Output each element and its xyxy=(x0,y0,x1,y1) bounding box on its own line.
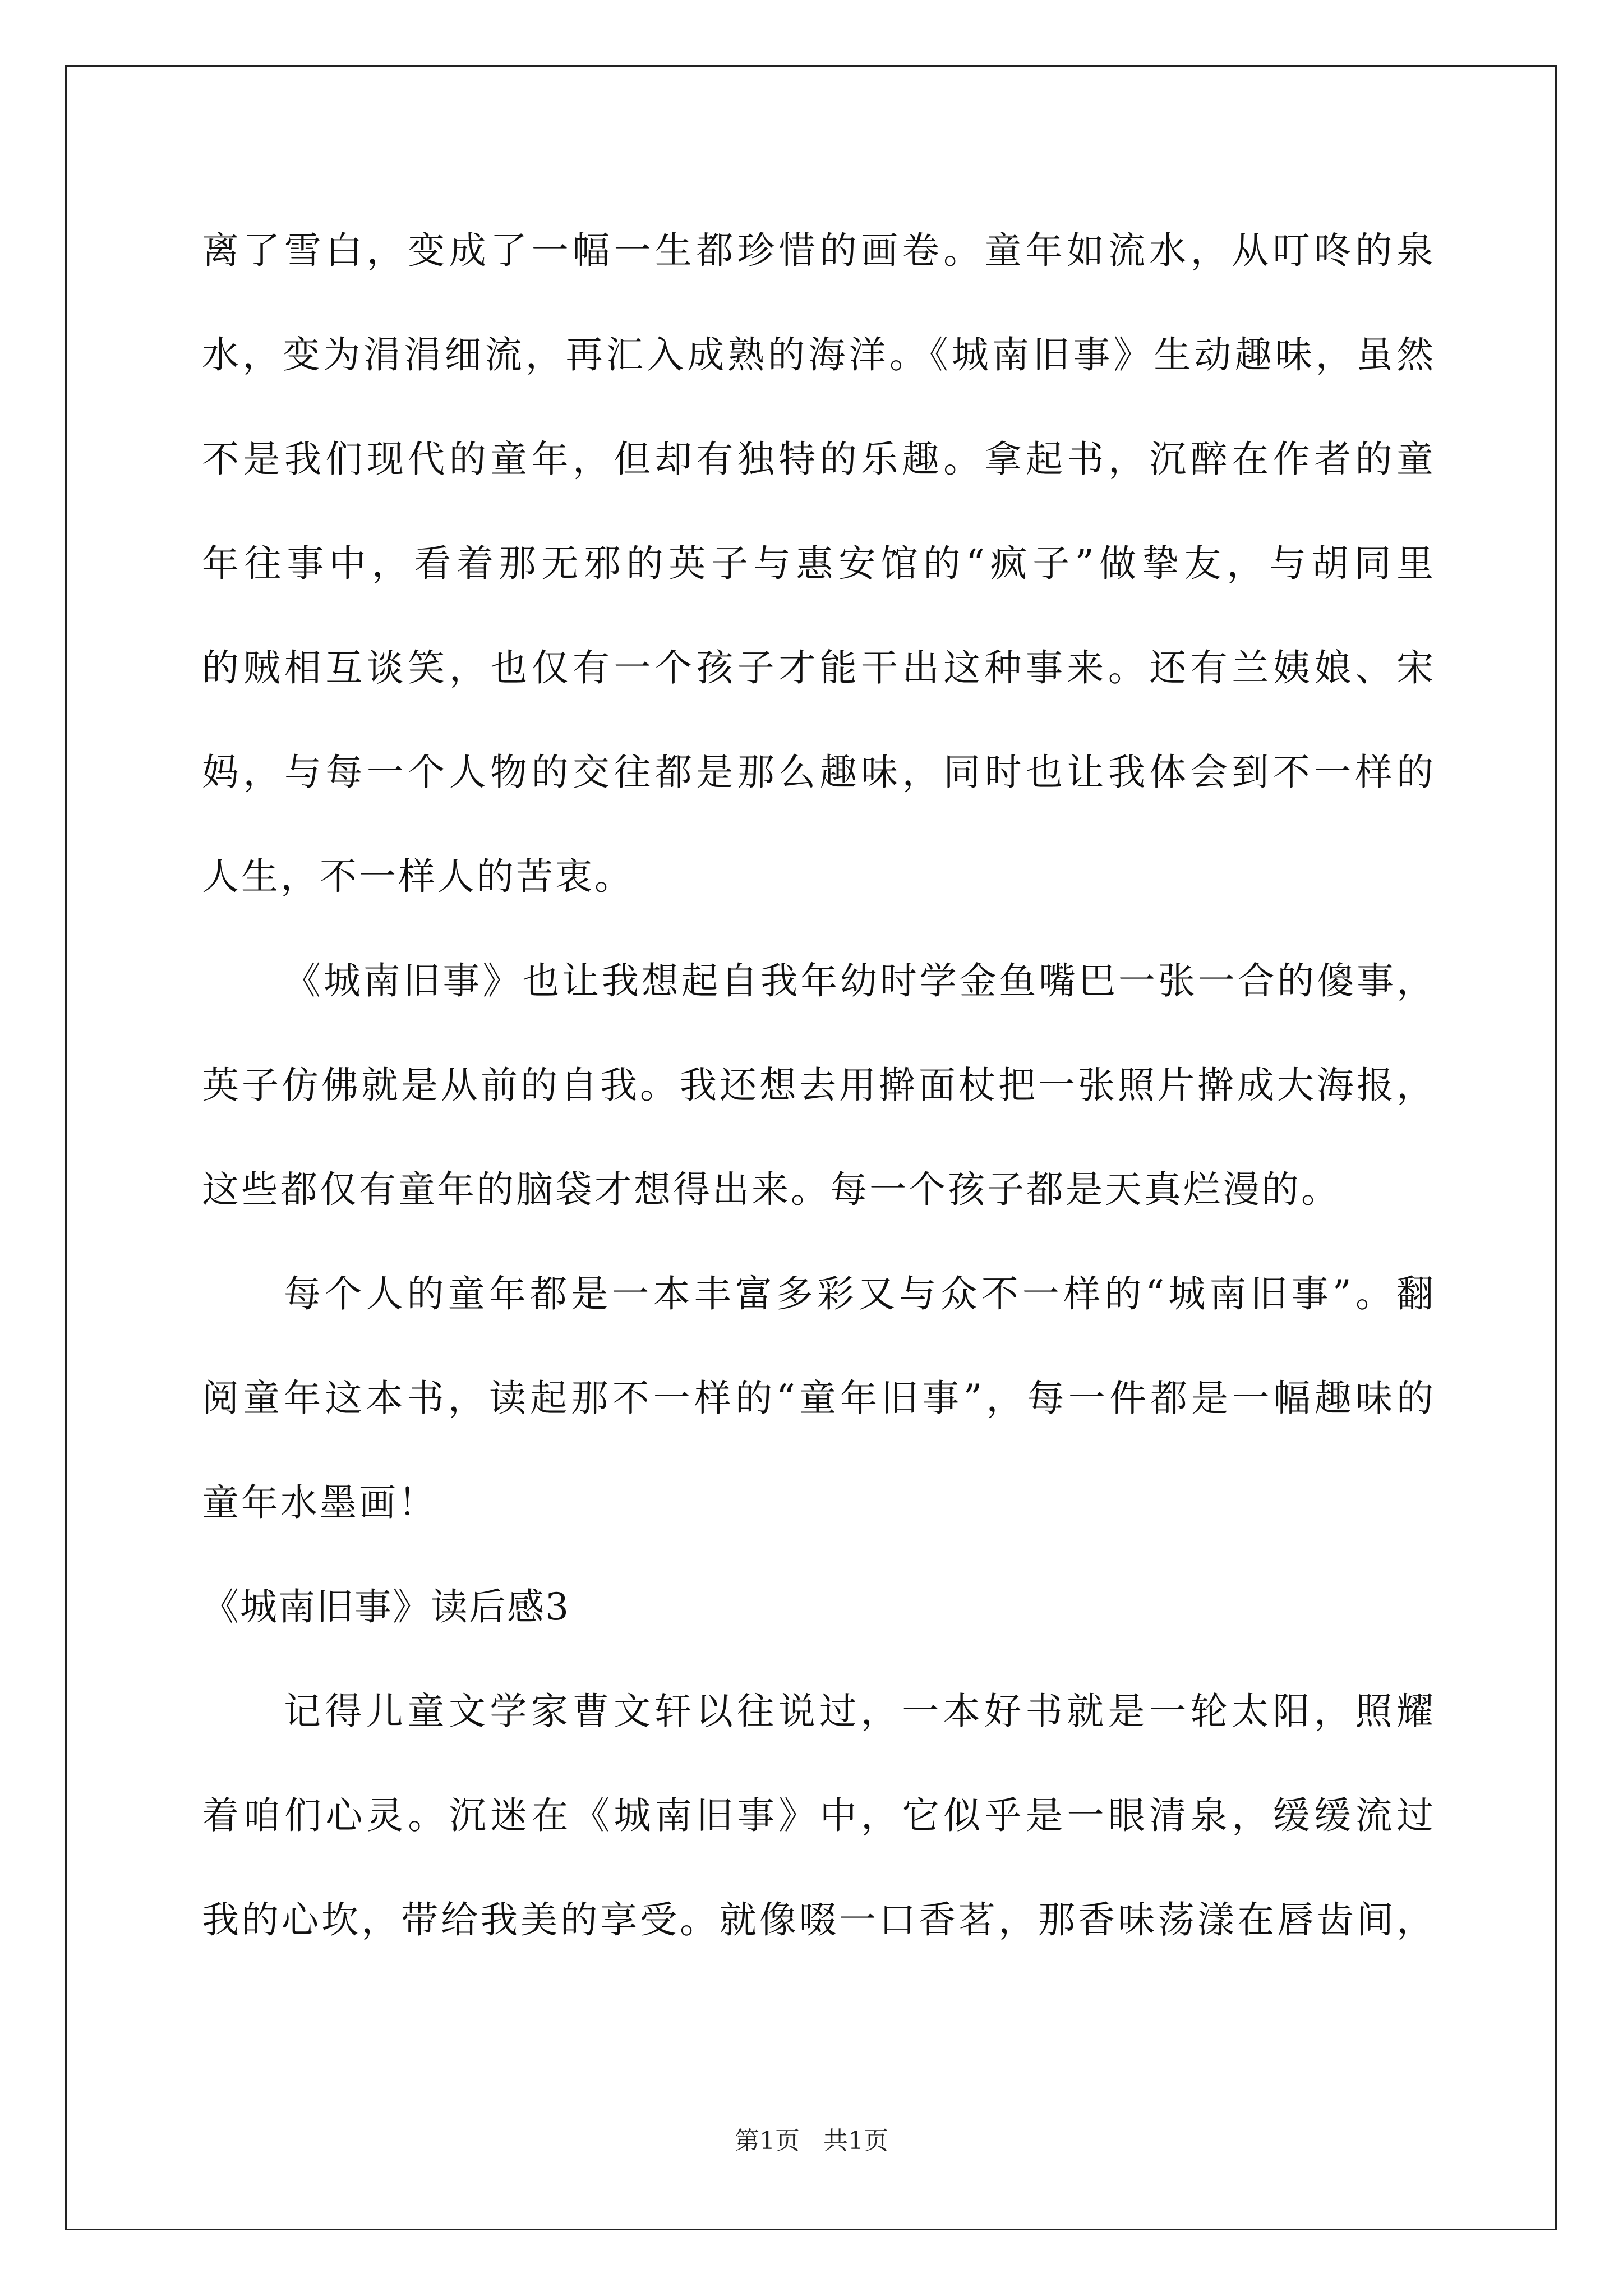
text-line: 着咱们心灵。沉迷在《城南旧事》中，它似乎是一眼清泉，缓缓流过 xyxy=(202,1794,1436,1837)
paragraph-first-line: 《城南旧事》也让我想起自我年幼时学金鱼嘴巴一张一合的傻事， xyxy=(284,959,1436,1002)
text-line: 人生，不一样人的苦衷。 xyxy=(202,855,634,898)
text-line: 离了雪白，变成了一幅一生都珍惜的画卷。童年如流水，从叮咚的泉 xyxy=(202,229,1436,272)
text-line: 水，变为涓涓细流，再汇入成熟的海洋。《城南旧事》生动趣味，虽然 xyxy=(202,333,1436,376)
text-line: 的贼相互谈笑，也仅有一个孩子才能干出这种事来。还有兰姨娘、宋 xyxy=(202,646,1436,689)
text-line: 不是我们现代的童年，但却有独特的乐趣。拿起书，沉醉在作者的童 xyxy=(202,438,1436,481)
text-line: 我的心坎，带给我美的享受。就像啜一口香茗，那香味荡漾在唇齿间， xyxy=(202,1898,1436,1941)
text-line: 妈，与每一个人物的交往都是那么趣味，同时也让我体会到不一样的 xyxy=(202,751,1436,794)
paragraph-first-line: 记得儿童文学家曹文轩以往说过，一本好书就是一轮太阳，照耀 xyxy=(284,1690,1436,1733)
text-line: 英子仿佛就是从前的自我。我还想去用擀面杖把一张照片擀成大海报， xyxy=(202,1064,1436,1107)
text-line: 童年水墨画！ xyxy=(202,1481,437,1524)
text-line: 这些都仅有童年的脑袋才想得出来。每一个孩子都是天真烂漫的。 xyxy=(202,1168,1340,1211)
page-footer: 第1页 共1页 xyxy=(735,2127,888,2155)
text-line: 年往事中，看着那无邪的英子与惠安馆的“疯子”做挚友，与胡同里 xyxy=(202,542,1436,585)
section-heading: 《城南旧事》读后感3 xyxy=(202,1585,570,1628)
text-line: 阅童年这本书，读起那不一样的“童年旧事”，每一件都是一幅趣味的 xyxy=(202,1377,1436,1420)
paragraph-first-line: 每个人的童年都是一本丰富多彩又与众不一样的“城南旧事”。翻 xyxy=(284,1272,1436,1315)
document-body xyxy=(202,212,1436,1986)
